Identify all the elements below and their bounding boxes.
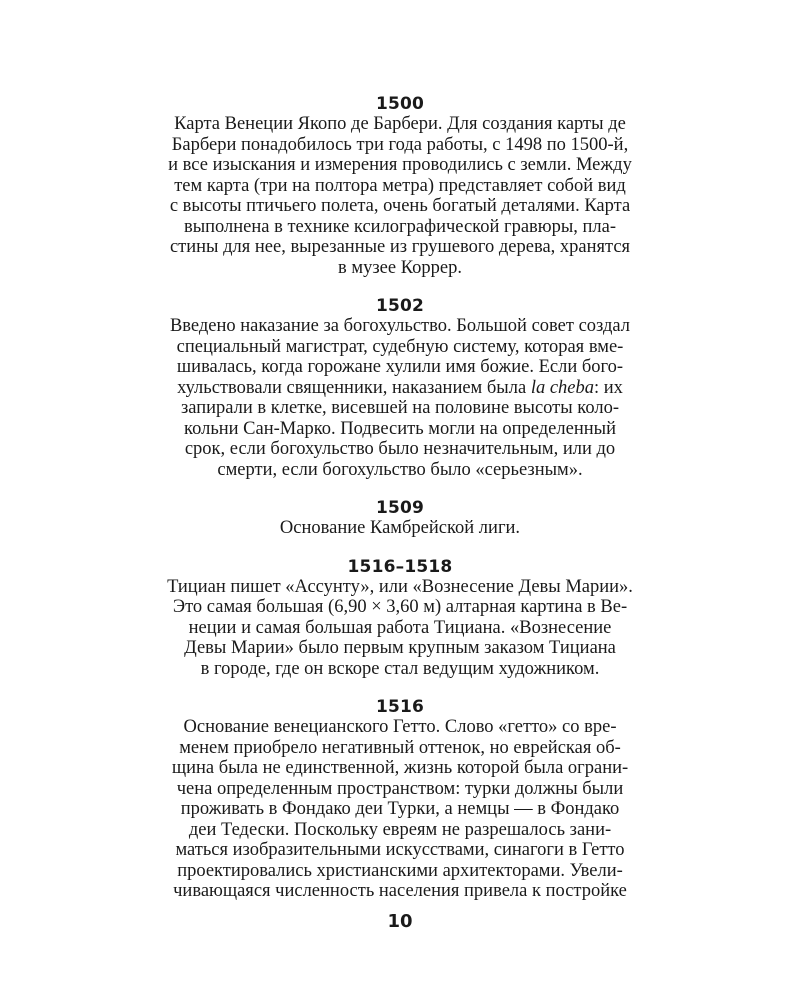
text-line: чена определенным пространством: турки должны были xyxy=(176,778,624,799)
entry-year: 1502 xyxy=(375,296,425,316)
text-line: проектировались христианскими архитекторами. Увели- xyxy=(177,860,623,881)
text-fragment: : их xyxy=(594,377,623,398)
entry-text xyxy=(128,518,672,539)
text-line: чивающаяся численность населения привела к постройке xyxy=(173,881,627,901)
text-line: в городе, где он вскоре стал ведущим художником. xyxy=(200,658,600,679)
text-line: запирали в клетке, висевшей на половине высоты коло- xyxy=(180,398,620,418)
text-fragment: хульствовали священники, наказанием была xyxy=(177,377,531,398)
text-line: с высоты птичьего полета, очень богатый деталями. Карта xyxy=(169,196,631,216)
text-line: Основание венецианского Гетто. Слово «гетто» со вре- xyxy=(183,717,617,737)
text-line: Это самая большая (6,90 × 3,60 м) алтарная картина в Ве- xyxy=(172,597,628,617)
entry-year: 1516 xyxy=(375,697,425,717)
italic-term: la cheba xyxy=(530,377,594,398)
entry-text xyxy=(128,577,672,680)
chronology-entry-1516-1518 xyxy=(128,557,672,680)
text-line: Карта Венеции Якопо де Барбери. Для создания карты де xyxy=(174,114,626,134)
text-line: Введено наказание за богохульство. Большой совет создал xyxy=(169,316,631,336)
text-line: менем приобрело негативный оттенок, но еврейская об- xyxy=(179,737,621,758)
entry-year: 1516–1518 xyxy=(347,556,453,577)
entry-text xyxy=(128,316,672,480)
text-line: выполнена в технике ксилографической гравюры, пла- xyxy=(183,216,617,237)
text-line: срок, если богохульство было незначительным, или до xyxy=(184,439,616,459)
page-content xyxy=(128,94,672,920)
chronology-entry-1502 xyxy=(128,296,672,480)
text-line: и все изыскания и измерения проводились с земли. Между xyxy=(168,155,632,175)
text-line-with-italic xyxy=(128,378,672,399)
chronology-entry-1516 xyxy=(128,697,672,902)
text-line: Тициан пишет «Ассунту», или «Вознесение Девы Марии». xyxy=(167,576,633,597)
chronology-entry-1509 xyxy=(128,498,672,539)
text-line: маться изобразительными искусствами, синагоги в Гетто xyxy=(175,840,625,860)
text-line: кольни Сан-Марко. Подвесить могли на определенный xyxy=(184,418,616,439)
text-line: деи Тедески. Поскольку евреям не разрешалось зани- xyxy=(188,819,612,840)
text-line: неции и самая большая работа Тициана. «Вознесение xyxy=(188,617,612,638)
entry-year: 1500 xyxy=(375,94,425,114)
text-line: тем карта (три на полтора метра) представляет собой вид xyxy=(174,175,626,196)
page-number: 10 xyxy=(387,911,413,932)
entry-year: 1509 xyxy=(375,498,425,518)
text-line: щина была не единственной, жизнь которой была ограни- xyxy=(171,758,629,778)
chronology-entry-1500 xyxy=(128,94,672,278)
entry-text xyxy=(128,717,672,902)
text-line: в музее Коррер. xyxy=(338,257,462,278)
text-line: Барбери понадобилось три года работы, с 1498 по 1500-й, xyxy=(171,134,629,155)
text-line: шивалась, когда горожане хулили имя божие. Если бого- xyxy=(176,357,624,377)
text-line: специальный магистрат, судебную систему, которая вме- xyxy=(176,336,624,357)
text-line: смерти, если богохульство было «серьезным». xyxy=(217,459,583,480)
text-line: стины для нее, вырезанные из грушевого дерева, хранятся xyxy=(169,237,631,257)
entry-text xyxy=(128,114,672,278)
text-line: Девы Марии» было первым крупным заказом Тициана xyxy=(184,638,616,658)
text-line: Основание Камбрейской лиги. xyxy=(279,518,521,538)
text-line: проживать в Фондако деи Турки, а немцы — в Фондако xyxy=(180,799,620,819)
